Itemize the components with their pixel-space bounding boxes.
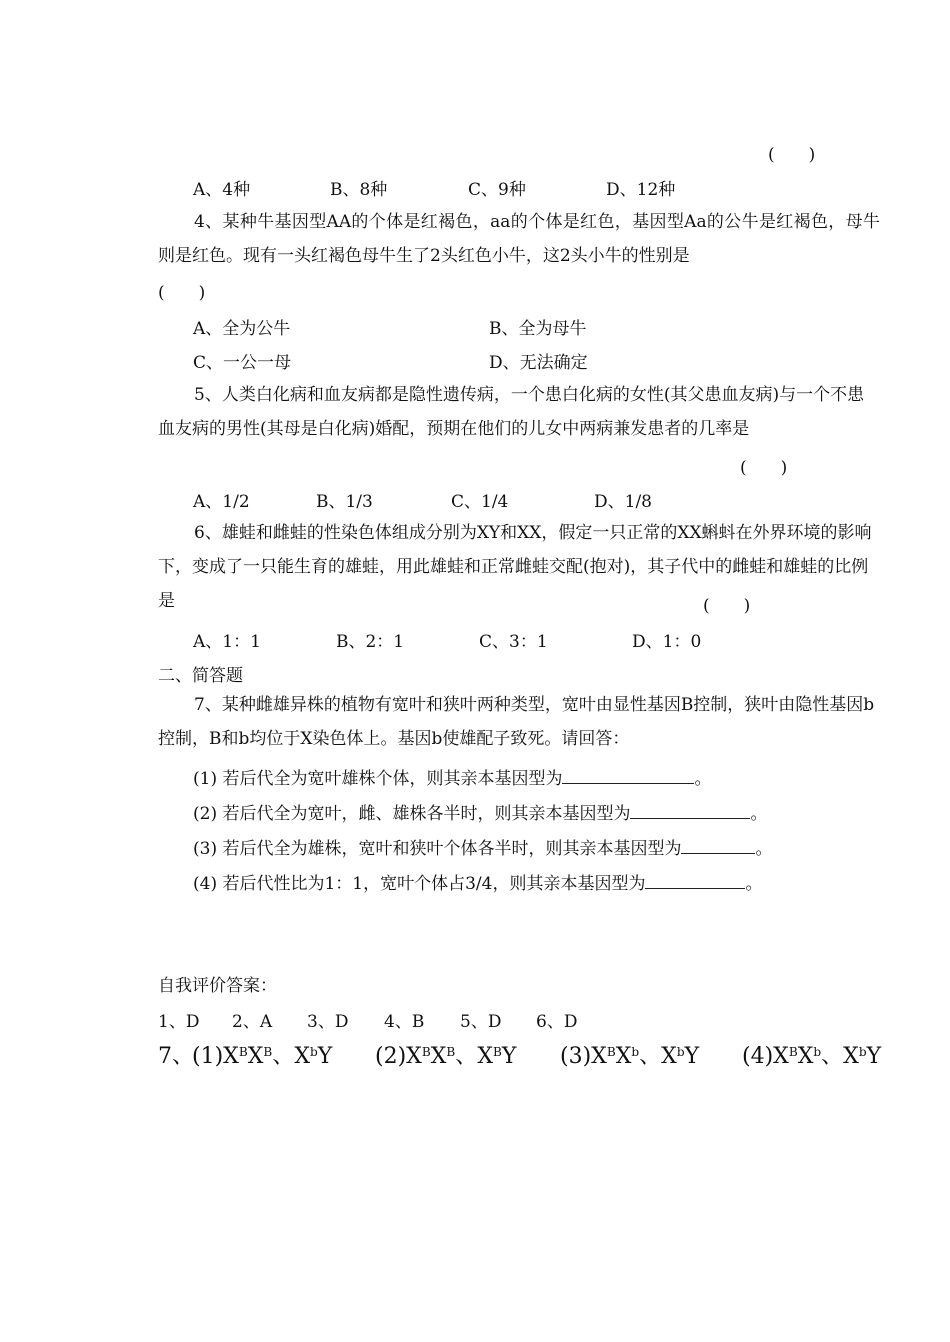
q6-option-b: B、2：1 bbox=[336, 632, 405, 652]
q7-sub-3: (3) 若后代全为雄株，宽叶和狭叶个体各半时，则其亲本基因型为 。 bbox=[193, 834, 772, 859]
q7-sub-2: (2) 若后代全为宽叶，雌、雄株各半时，则其亲本基因型为 。 bbox=[193, 799, 767, 824]
q4-answer-paren: ( ) bbox=[158, 283, 206, 303]
answer-q7-4: $(4)X^BX^b$、$X^bY$ bbox=[742, 1044, 882, 1069]
answer-choice-4: 4、B bbox=[384, 1012, 425, 1032]
q4-option-a: A、全为公牛 bbox=[193, 319, 291, 339]
q5-option-d: D、1/8 bbox=[594, 492, 652, 512]
answer-choice-2: 2、A bbox=[232, 1012, 273, 1032]
q4-option-b: B、全为母牛 bbox=[489, 319, 587, 339]
q5-option-b: B、1/3 bbox=[316, 492, 373, 512]
q3-option-a: A、4种 bbox=[193, 180, 251, 200]
section-heading-short-answer: 二、简答题 bbox=[158, 666, 243, 686]
q3-option-c: C、9种 bbox=[468, 180, 526, 200]
q7-blank-1[interactable] bbox=[562, 766, 694, 784]
q6-option-c: C、3：1 bbox=[479, 632, 548, 652]
q6-option-d: D、1：0 bbox=[632, 632, 702, 652]
q7-sub-1: (1) 若后代全为宽叶雄株个体，则其亲本基因型为 。 bbox=[193, 764, 711, 789]
q3-option-b: B、8种 bbox=[330, 180, 388, 200]
q7-sub-4: (4) 若后代性比为1：1，宽叶个体占3/4，则其亲本基因型为 。 bbox=[193, 869, 762, 894]
answers-title: 自我评价答案： bbox=[158, 976, 277, 996]
answer-q7-1: $(1)X^BX^B$、$X^bY$ bbox=[192, 1044, 333, 1069]
q4-stem: 4、某种牛基因型AA的个体是红褐色，aa的个体是红色，基因型Aa的公牛是红褐色，母牛则是红色。现有一头红褐色母牛生了2头红色小牛，这2头小牛的性别是 bbox=[158, 212, 880, 266]
answer-q7-3: $(3)X^BX^b$、$X^bY$ bbox=[560, 1044, 700, 1069]
q5-answer-paren: ( ) bbox=[740, 458, 788, 478]
q5-option-a: A、1/2 bbox=[193, 492, 250, 512]
answer-choice-3: 3、D bbox=[307, 1012, 349, 1032]
q7-blank-4[interactable] bbox=[645, 871, 745, 889]
answer-q7-prefix: 7、 bbox=[158, 1044, 194, 1069]
q7-blank-3[interactable] bbox=[681, 836, 755, 854]
q5-option-c: C、1/4 bbox=[451, 492, 509, 512]
q4-option-c: C、一公一母 bbox=[193, 353, 292, 373]
answer-q7-2: $(2)X^BX^B$、$X^BY$ bbox=[375, 1044, 517, 1069]
q7-stem: 7、某种雌雄异株的植物有宽叶和狭叶两种类型，宽叶由显性基因B控制，狭叶由隐性基因b控制，B和b均位于X染色体上。基因b使雄配子致死。请回答： bbox=[158, 695, 875, 749]
q6-answer-paren: ( ) bbox=[703, 596, 751, 616]
q5-stem: 5、人类白化病和血友病都是隐性遗传病，一个患白化病的女性(其父患血友病)与一个不患血友病的男性(其母是白化病)婚配，预期在他们的儿女中两病兼发患者的几率是 bbox=[158, 385, 865, 439]
q3-answer-paren: ( ) bbox=[768, 145, 816, 165]
answer-choice-1: 1、D bbox=[158, 1012, 200, 1032]
q6-option-a: A、1：1 bbox=[193, 632, 261, 652]
answer-choice-5: 5、D bbox=[460, 1012, 502, 1032]
q7-blank-2[interactable] bbox=[630, 801, 750, 819]
q4-option-d: D、无法确定 bbox=[489, 353, 588, 373]
q3-option-d: D、12种 bbox=[606, 180, 676, 200]
q6-stem: 6、雄蛙和雌蛙的性染色体组成分别为XY和XX，假定一只正常的XX蝌蚪在外界环境的影响下，变成了一只能生育的雄蛙，用此雄蛙和正常雌蛙交配(抱对)，其子代中的雌蛙和雄蛙的比例是 bbox=[158, 523, 872, 611]
answer-choice-6: 6、D bbox=[536, 1012, 578, 1032]
